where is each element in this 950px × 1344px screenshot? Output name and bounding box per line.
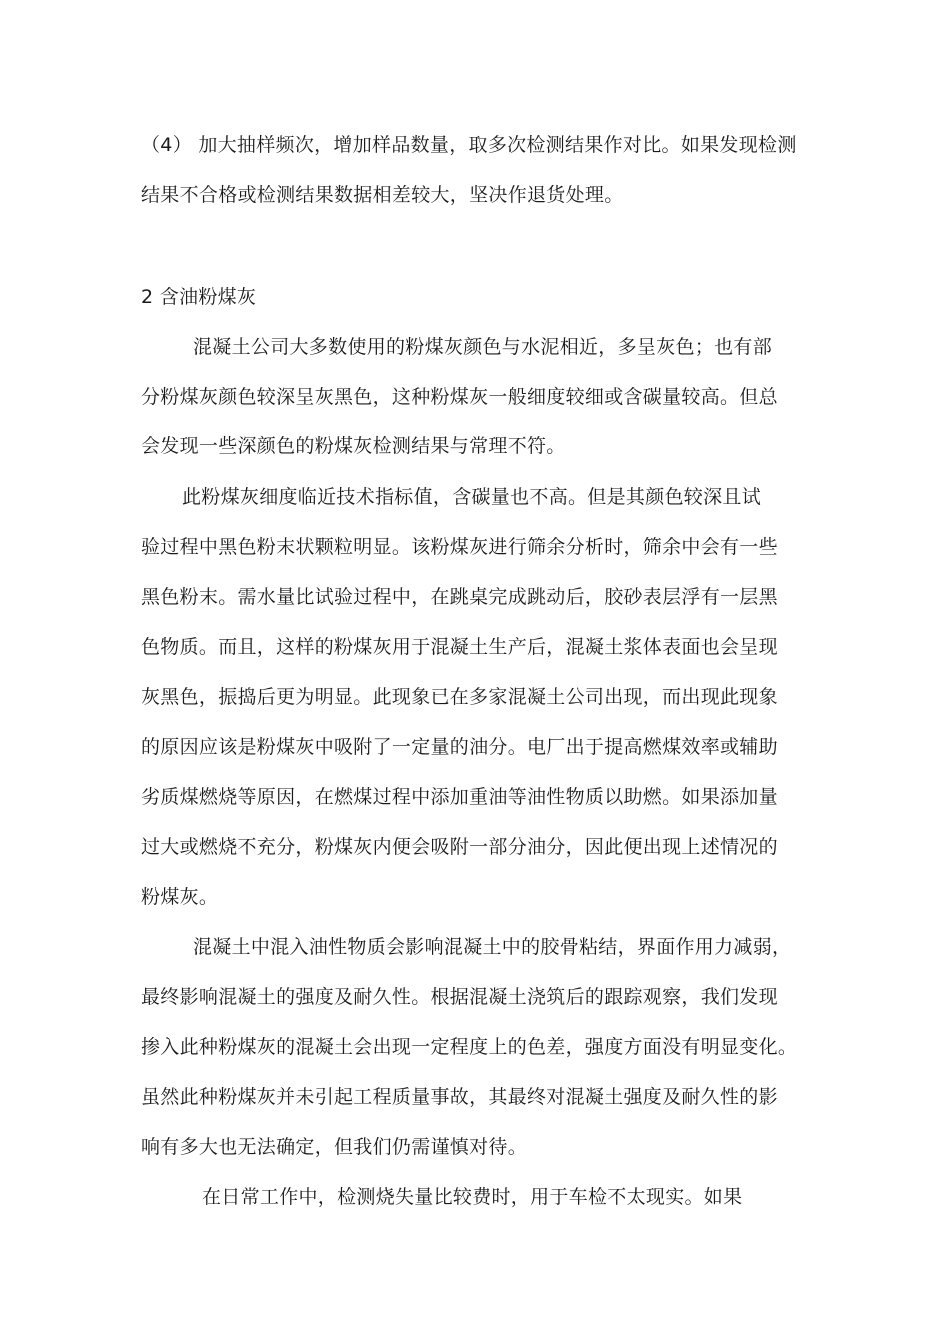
paragraph2-line-8: 过大或燃烧不充分，粉煤灰内便会吸附一部分油分，因此便出现上述情况的 [141,836,778,858]
paragraph4-line-1: 在日常工作中，检测烧失量比较费时，用于车检不太现实。如果 [202,1186,743,1208]
paragraph3-line-1: 混凝土中混入油性物质会影响混凝土中的胶骨粘结，界面作用力减弱， [193,936,792,958]
item4-line-2: 结果不合格或检测结果数据相差较大，坚决作退货处理。 [141,184,624,206]
paragraph2-line-3: 黑色粉末。需水量比试验过程中，在跳桌完成跳动后，胶砂表层浮有一层黑 [141,586,778,608]
section-heading: 2 含油粉煤灰 [141,286,257,308]
paragraph2-line-7: 劣质煤燃烧等原因，在燃煤过程中添加重油等油性物质以助燃。如果添加量 [141,786,778,808]
paragraph3-line-3: 掺入此种粉煤灰的混凝土会出现一定程度上的色差，强度方面没有明显变化。 [141,1036,798,1058]
paragraph1-line-1: 混凝土公司大多数使用的粉煤灰颜色与水泥相近，多呈灰色；也有部 [193,336,773,358]
paragraph3-line-4: 虽然此种粉煤灰并未引起工程质量事故，其最终对混凝土强度及耐久性的影 [141,1086,778,1108]
paragraph1-line-3: 会发现一些深颜色的粉煤灰检测结果与常理不符。 [141,435,566,457]
item4-line-1: （4） 加大抽样频次，增加样品数量，取多次检测结果作对比。如果发现检测 [141,134,797,156]
paragraph2-line-2: 验过程中黑色粉末状颗粒明显。该粉煤灰进行筛余分析时，筛余中会有一些 [141,536,778,558]
paragraph1-line-2: 分粉煤灰颜色较深呈灰黑色，这种粉煤灰一般细度较细或含碳量较高。但总 [141,386,778,408]
paragraph3-line-5: 响有多大也无法确定，但我们仍需谨慎对待。 [141,1136,528,1158]
paragraph2-line-5: 灰黑色，振捣后更为明显。此现象已在多家混凝土公司出现，而出现此现象 [141,686,778,708]
paragraph2-line-4: 色物质。而且，这样的粉煤灰用于混凝土生产后，混凝土浆体表面也会呈现 [141,636,778,658]
paragraph2-line-1: 此粉煤灰细度临近技术指标值，含碳量也不高。但是其颜色较深且试 [182,486,762,508]
paragraph2-line-6: 的原因应该是粉煤灰中吸附了一定量的油分。电厂出于提高燃煤效率或辅助 [141,736,778,758]
paragraph2-line-9: 粉煤灰。 [141,886,219,908]
paragraph3-line-2: 最终影响混凝土的强度及耐久性。根据混凝土浇筑后的跟踪观察，我们发现 [141,986,778,1008]
